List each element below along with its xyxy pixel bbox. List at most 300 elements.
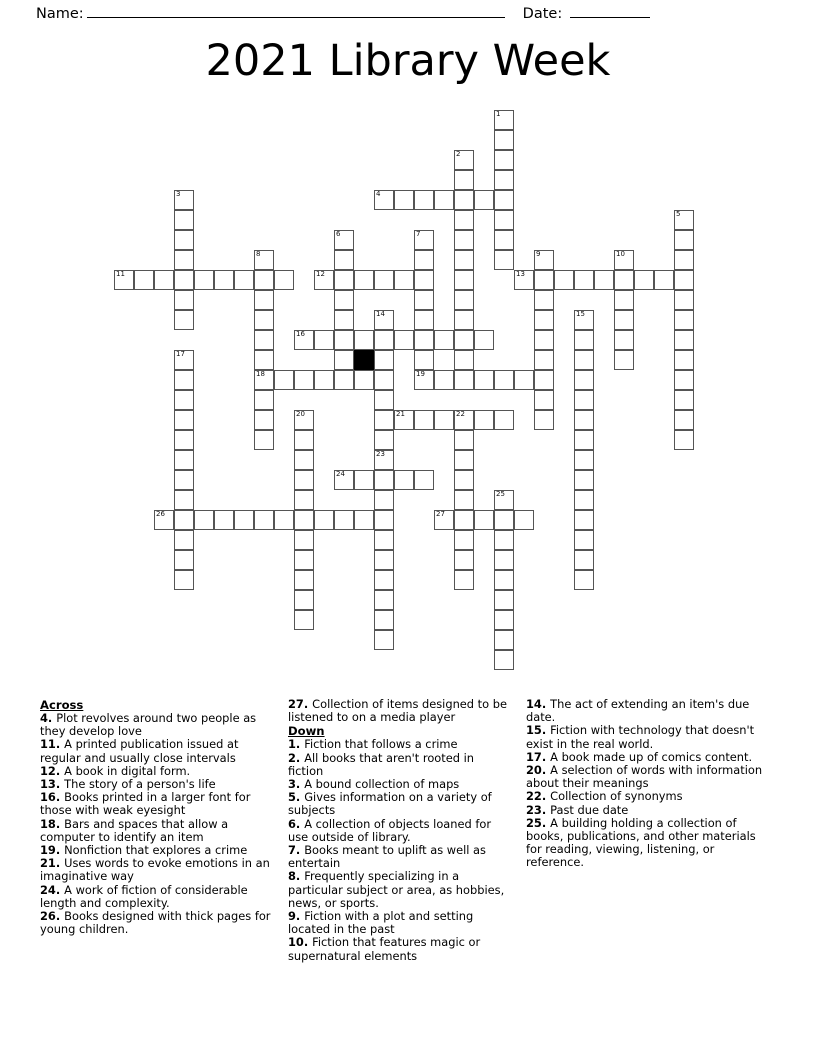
- grid-cell[interactable]: [454, 430, 474, 450]
- grid-cell[interactable]: [174, 210, 194, 230]
- grid-cell[interactable]: [294, 450, 314, 470]
- grid-cell[interactable]: [594, 270, 614, 290]
- grid-cell[interactable]: [454, 550, 474, 570]
- grid-cell[interactable]: [494, 370, 514, 390]
- grid-cell[interactable]: [454, 190, 474, 210]
- grid-cell[interactable]: [574, 410, 594, 430]
- grid-cell[interactable]: [454, 530, 474, 550]
- clue-down-9: [288, 910, 510, 936]
- grid-cell[interactable]: [274, 510, 294, 530]
- grid-cell[interactable]: [474, 410, 494, 430]
- grid-cell[interactable]: [174, 290, 194, 310]
- grid-cell[interactable]: [534, 310, 554, 330]
- grid-cell[interactable]: [454, 170, 474, 190]
- grid-cell[interactable]: [374, 330, 394, 350]
- grid-cell[interactable]: [434, 510, 454, 530]
- clue-across-18: [40, 818, 272, 844]
- grid-cell[interactable]: [494, 590, 514, 610]
- grid-cell[interactable]: [514, 510, 534, 530]
- grid-cell[interactable]: [134, 270, 154, 290]
- grid-cell[interactable]: [454, 490, 474, 510]
- grid-cell[interactable]: [254, 270, 274, 290]
- grid-cell[interactable]: [574, 430, 594, 450]
- grid-cell[interactable]: [274, 270, 294, 290]
- grid-cell[interactable]: [574, 490, 594, 510]
- grid-cell[interactable]: [474, 370, 494, 390]
- grid-cell[interactable]: [534, 410, 554, 430]
- grid-cell[interactable]: [574, 570, 594, 590]
- grid-cell[interactable]: [294, 330, 314, 350]
- clue-text: A collection of objects loaned for use outside of library.: [288, 816, 492, 844]
- grid-cell[interactable]: [574, 330, 594, 350]
- grid-cell[interactable]: [174, 430, 194, 450]
- grid-cell[interactable]: [294, 510, 314, 530]
- grid-cell-number: 3: [176, 190, 181, 198]
- clue-column-3: [526, 698, 764, 963]
- grid-cell-number: 18: [256, 370, 265, 378]
- grid-cell[interactable]: [534, 350, 554, 370]
- grid-cell[interactable]: [314, 270, 334, 290]
- grid-cell[interactable]: [574, 510, 594, 530]
- clue-number: 14.: [526, 697, 551, 711]
- grid-cell[interactable]: [534, 370, 554, 390]
- clue-text: A selection of words with information about their meanings: [526, 763, 763, 791]
- clue-number: 1.: [288, 737, 305, 752]
- clue-text: Books printed in a larger font for those with weak eyesight: [40, 790, 251, 818]
- clue-text: A printed publication issued at regular and usually close intervals: [40, 737, 239, 765]
- grid-cell[interactable]: [494, 410, 514, 430]
- grid-cell[interactable]: [374, 450, 394, 470]
- grid-cell[interactable]: [174, 550, 194, 570]
- grid-cell[interactable]: [374, 470, 394, 490]
- grid-cell[interactable]: [334, 230, 354, 250]
- grid-cell[interactable]: [194, 270, 214, 290]
- grid-cell[interactable]: [334, 370, 354, 390]
- grid-cell[interactable]: [174, 490, 194, 510]
- grid-cell[interactable]: [414, 370, 434, 390]
- clue-across-24: [40, 884, 272, 910]
- grid-cell-number: 9: [536, 250, 541, 258]
- clue-number: 27.: [288, 697, 313, 711]
- grid-cell[interactable]: [434, 370, 454, 390]
- grid-cell[interactable]: [614, 290, 634, 310]
- clue-down-2: [288, 752, 510, 778]
- grid-cell[interactable]: [454, 150, 474, 170]
- grid-cell[interactable]: [534, 390, 554, 410]
- grid-cell[interactable]: [674, 370, 694, 390]
- grid-cell[interactable]: [354, 270, 374, 290]
- grid-cell[interactable]: [614, 330, 634, 350]
- grid-cell-number: 13: [516, 270, 525, 278]
- grid-cell[interactable]: [674, 410, 694, 430]
- clue-number: 8.: [288, 869, 305, 884]
- grid-cell[interactable]: [494, 250, 514, 270]
- page-title: 2021 Library Week: [205, 36, 611, 86]
- grid-cell[interactable]: [474, 190, 494, 210]
- grid-cell[interactable]: [454, 470, 474, 490]
- grid-cell[interactable]: [674, 270, 694, 290]
- grid-cell[interactable]: [494, 230, 514, 250]
- grid-cell[interactable]: [414, 470, 434, 490]
- grid-cell[interactable]: [174, 270, 194, 290]
- grid-cell[interactable]: [374, 510, 394, 530]
- grid-cell[interactable]: [414, 410, 434, 430]
- grid-cell[interactable]: [574, 470, 594, 490]
- grid-cell[interactable]: [234, 510, 254, 530]
- grid-cell[interactable]: [374, 310, 394, 330]
- grid-cell[interactable]: [494, 550, 514, 570]
- clue-column-2: [288, 698, 510, 963]
- grid-cell[interactable]: [394, 410, 414, 430]
- clue-number: 3.: [288, 777, 305, 792]
- grid-cell[interactable]: [174, 570, 194, 590]
- grid-cell[interactable]: [414, 310, 434, 330]
- grid-cell[interactable]: [214, 270, 234, 290]
- grid-cell[interactable]: [354, 470, 374, 490]
- grid-cell[interactable]: [454, 230, 474, 250]
- clue-text: Plot revolves around two people as they develop love: [40, 711, 257, 739]
- clues-across-heading: Across: [40, 698, 84, 712]
- grid-cell[interactable]: [174, 530, 194, 550]
- grid-cell[interactable]: [254, 390, 274, 410]
- grid-cell[interactable]: [174, 230, 194, 250]
- grid-cell[interactable]: [454, 210, 474, 230]
- clue-text: Bars and spaces that allow a computer to identify an item: [40, 816, 229, 844]
- grid-cell[interactable]: [614, 270, 634, 290]
- grid-cell[interactable]: [394, 470, 414, 490]
- clue-number: 21.: [40, 856, 65, 871]
- clue-number: 10.: [288, 935, 313, 950]
- clue-text: Gives information on a variety of subjects: [288, 790, 492, 818]
- grid-cell[interactable]: [254, 370, 274, 390]
- grid-cell[interactable]: [494, 530, 514, 550]
- grid-cell[interactable]: [674, 210, 694, 230]
- grid-cell[interactable]: [294, 490, 314, 510]
- grid-cell[interactable]: [374, 390, 394, 410]
- grid-cell[interactable]: [174, 310, 194, 330]
- grid-cell[interactable]: [334, 290, 354, 310]
- grid-cell-number: 2: [456, 150, 461, 158]
- grid-cell[interactable]: [374, 550, 394, 570]
- clue-number: 4.: [40, 711, 57, 725]
- grid-cell-number: 8: [256, 250, 261, 258]
- grid-cell-number: 1: [496, 110, 501, 118]
- grid-cell[interactable]: [334, 510, 354, 530]
- grid-cell[interactable]: [454, 290, 474, 310]
- grid-cell-number: 15: [576, 310, 585, 318]
- grid-cell[interactable]: [414, 270, 434, 290]
- grid-cell[interactable]: [374, 590, 394, 610]
- grid-cell[interactable]: [494, 630, 514, 650]
- grid-cell[interactable]: [174, 250, 194, 270]
- grid-cell[interactable]: [374, 630, 394, 650]
- grid-cell-number: 10: [616, 250, 625, 258]
- clue-across-26: [40, 910, 272, 936]
- date-label: Date:: [522, 6, 563, 22]
- grid-cell[interactable]: [574, 350, 594, 370]
- grid-cell[interactable]: [114, 270, 134, 290]
- grid-cell[interactable]: [414, 350, 434, 370]
- grid-cell[interactable]: [674, 330, 694, 350]
- grid-cell[interactable]: [454, 410, 474, 430]
- grid-cell[interactable]: [494, 650, 514, 670]
- clue-number: 20.: [526, 763, 551, 778]
- grid-cell-number: 21: [396, 410, 405, 418]
- grid-cell[interactable]: [254, 290, 274, 310]
- clue-text: Books meant to uplift as well as entertain: [288, 843, 486, 871]
- clues-down-heading: Down: [288, 724, 325, 739]
- clue-text: Fiction that features magic or supernatural elements: [288, 935, 481, 963]
- grid-cell[interactable]: [334, 470, 354, 490]
- grid-cell[interactable]: [294, 610, 314, 630]
- clue-column-1: [40, 698, 272, 963]
- grid-cell[interactable]: [274, 370, 294, 390]
- grid-cell[interactable]: [574, 550, 594, 570]
- grid-cell[interactable]: [254, 250, 274, 270]
- grid-cell[interactable]: [574, 270, 594, 290]
- grid-cell[interactable]: [674, 250, 694, 270]
- grid-cell[interactable]: [534, 290, 554, 310]
- clue-number: 13.: [40, 777, 65, 792]
- grid-cell[interactable]: [154, 270, 174, 290]
- clue-down-15: [526, 724, 764, 750]
- grid-cell-number: 27: [436, 510, 445, 518]
- grid-cell[interactable]: [674, 290, 694, 310]
- grid-cell[interactable]: [514, 370, 534, 390]
- grid-cell[interactable]: [474, 510, 494, 530]
- grid-cell[interactable]: [374, 610, 394, 630]
- grid-cell[interactable]: [334, 250, 354, 270]
- grid-cell[interactable]: [174, 510, 194, 530]
- grid-cell[interactable]: [374, 430, 394, 450]
- grid-cell[interactable]: [654, 270, 674, 290]
- grid-cell[interactable]: [174, 410, 194, 430]
- grid-cell[interactable]: [554, 270, 574, 290]
- grid-cell[interactable]: [334, 270, 354, 290]
- grid-cell[interactable]: [354, 330, 374, 350]
- grid-cell[interactable]: [414, 290, 434, 310]
- grid-cell[interactable]: [394, 190, 414, 210]
- grid-cell[interactable]: [294, 370, 314, 390]
- grid-cell[interactable]: [534, 250, 554, 270]
- grid-cell[interactable]: [474, 330, 494, 350]
- grid-cell[interactable]: [254, 310, 274, 330]
- grid-cell[interactable]: [454, 350, 474, 370]
- grid-cell-number: 22: [456, 410, 465, 418]
- grid-cell[interactable]: [454, 510, 474, 530]
- grid-cell-number: 23: [376, 450, 385, 458]
- grid-cell[interactable]: [674, 310, 694, 330]
- grid-cell[interactable]: [494, 490, 514, 510]
- grid-cell[interactable]: [494, 610, 514, 630]
- grid-cell[interactable]: [414, 190, 434, 210]
- grid-cell[interactable]: [254, 510, 274, 530]
- clue-text: Fiction with a plot and setting located in the past: [288, 909, 474, 937]
- grid-cell[interactable]: [354, 510, 374, 530]
- clue-text: Fiction with technology that doesn't exist in the real world.: [526, 723, 755, 751]
- grid-cell[interactable]: [154, 510, 174, 530]
- grid-cell[interactable]: [294, 470, 314, 490]
- grid-cell[interactable]: [234, 270, 254, 290]
- grid-cell-number: 26: [156, 510, 165, 518]
- clue-number: 26.: [40, 909, 65, 924]
- grid-cell[interactable]: [574, 370, 594, 390]
- clue-down-6: [288, 818, 510, 844]
- grid-cell[interactable]: [214, 510, 234, 530]
- clue-text: Collection of synonyms: [550, 789, 683, 804]
- grid-cell[interactable]: [574, 450, 594, 470]
- grid-cell[interactable]: [374, 530, 394, 550]
- grid-cell[interactable]: [574, 310, 594, 330]
- grid-cell[interactable]: [294, 530, 314, 550]
- grid-cell[interactable]: [254, 350, 274, 370]
- clue-across-16: [40, 791, 272, 817]
- grid-cell-number: 7: [416, 230, 421, 238]
- grid-cell-number: 24: [336, 470, 345, 478]
- grid-cell[interactable]: [334, 330, 354, 350]
- grid-cell[interactable]: [434, 330, 454, 350]
- grid-cell[interactable]: [334, 350, 354, 370]
- grid-cell[interactable]: [674, 430, 694, 450]
- clue-text: The act of extending an item's due date.: [526, 697, 750, 725]
- grid-cell-number: 12: [316, 270, 325, 278]
- clue-text: A bound collection of maps: [304, 777, 460, 792]
- grid-cell[interactable]: [334, 310, 354, 330]
- clue-number: 11.: [40, 737, 65, 752]
- grid-cell-number: 5: [676, 210, 681, 218]
- clue-down-10: [288, 936, 510, 962]
- grid-cell[interactable]: [174, 370, 194, 390]
- grid-cell[interactable]: [294, 590, 314, 610]
- clue-number: 19.: [40, 843, 65, 858]
- grid-cell[interactable]: [494, 210, 514, 230]
- grid-cell-number: 17: [176, 350, 185, 358]
- clue-down-20: [526, 764, 764, 790]
- grid-cell[interactable]: [454, 250, 474, 270]
- grid-cell[interactable]: [374, 490, 394, 510]
- grid-cell[interactable]: [494, 190, 514, 210]
- grid-cell[interactable]: [254, 430, 274, 450]
- grid-cell[interactable]: [614, 250, 634, 270]
- grid-cell[interactable]: [414, 250, 434, 270]
- grid-cell[interactable]: [674, 230, 694, 250]
- grid-cell[interactable]: [454, 570, 474, 590]
- clue-number: 16.: [40, 790, 65, 805]
- clue-number: 22.: [526, 789, 551, 804]
- grid-cell[interactable]: [174, 450, 194, 470]
- grid-cell[interactable]: [174, 470, 194, 490]
- clue-number: 5.: [288, 790, 305, 805]
- grid-cell[interactable]: [514, 270, 534, 290]
- grid-cell[interactable]: [434, 410, 454, 430]
- clue-text: Books designed with thick pages for young children.: [40, 909, 271, 937]
- clue-number: 24.: [40, 882, 65, 897]
- grid-cell[interactable]: [454, 310, 474, 330]
- grid-cell[interactable]: [254, 410, 274, 430]
- grid-cell[interactable]: [494, 130, 514, 150]
- grid-cell[interactable]: [174, 390, 194, 410]
- grid-cell[interactable]: [634, 270, 654, 290]
- clue-text: Past due date: [550, 802, 629, 817]
- grid-cell-number: 25: [496, 490, 505, 498]
- grid-cell[interactable]: [174, 350, 194, 370]
- clue-number: 15.: [526, 723, 551, 738]
- clue-number: 17.: [526, 749, 551, 764]
- grid-cell[interactable]: [454, 450, 474, 470]
- clue-down-25: [526, 817, 764, 870]
- clue-text: The story of a person's life: [64, 777, 216, 792]
- grid-cell[interactable]: [374, 270, 394, 290]
- clue-number: 6.: [288, 816, 305, 831]
- clue-text: Fiction that follows a crime: [304, 737, 458, 752]
- grid-cell[interactable]: [174, 190, 194, 210]
- grid-cell[interactable]: [534, 330, 554, 350]
- grid-cell[interactable]: [294, 410, 314, 430]
- clue-number: 7.: [288, 843, 305, 858]
- grid-cell[interactable]: [494, 110, 514, 130]
- grid-cell[interactable]: [314, 510, 334, 530]
- grid-cell[interactable]: [414, 330, 434, 350]
- grid-cell[interactable]: [374, 570, 394, 590]
- name-label: Name:: [36, 6, 84, 22]
- clue-number: 18.: [40, 816, 65, 831]
- grid-cell-number: 14: [376, 310, 385, 318]
- clue-across-4: [40, 712, 272, 738]
- grid-cell[interactable]: [674, 350, 694, 370]
- grid-cell[interactable]: [574, 530, 594, 550]
- grid-cell[interactable]: [194, 510, 214, 530]
- grid-cell[interactable]: [494, 510, 514, 530]
- clue-text: Uses words to evoke emotions in an imaginative way: [40, 856, 270, 884]
- clue-across-21: [40, 857, 272, 883]
- grid-cell[interactable]: [494, 150, 514, 170]
- grid-cell[interactable]: [294, 430, 314, 450]
- clue-down-8: [288, 870, 510, 910]
- grid-cell[interactable]: [254, 330, 274, 350]
- grid-cell[interactable]: [374, 190, 394, 210]
- grid-cell[interactable]: [614, 310, 634, 330]
- clue-down-5: [288, 791, 510, 817]
- grid-cell[interactable]: [494, 170, 514, 190]
- clue-text: A book made up of comics content.: [550, 749, 753, 764]
- grid-cell[interactable]: [294, 550, 314, 570]
- grid-cell[interactable]: [454, 330, 474, 350]
- grid-cell[interactable]: [394, 330, 414, 350]
- clue-down-7: [288, 844, 510, 870]
- grid-cell[interactable]: [454, 370, 474, 390]
- grid-cell[interactable]: [614, 350, 634, 370]
- grid-cell[interactable]: [374, 350, 394, 370]
- grid-cell[interactable]: [314, 330, 334, 350]
- grid-cell[interactable]: [434, 190, 454, 210]
- clue-text: Frequently specializing in a particular subject or area, as hobbies, news, or sports.: [288, 869, 505, 910]
- grid-cell[interactable]: [374, 370, 394, 390]
- clue-list: [0, 698, 816, 963]
- grid-cell[interactable]: [454, 270, 474, 290]
- grid-cell[interactable]: [494, 570, 514, 590]
- grid-cell[interactable]: [674, 390, 694, 410]
- grid-cell[interactable]: [574, 390, 594, 410]
- grid-cell[interactable]: [534, 270, 554, 290]
- grid-cell[interactable]: [394, 270, 414, 290]
- grid-cell[interactable]: [314, 370, 334, 390]
- clue-text: A building holding a collection of books, publications, and other materials for reading, viewing, listening, or reference.: [526, 815, 756, 870]
- clue-across-11: [40, 738, 272, 764]
- grid-cell[interactable]: [354, 370, 374, 390]
- grid-cell[interactable]: [374, 410, 394, 430]
- grid-cell[interactable]: [294, 570, 314, 590]
- grid-cell[interactable]: [414, 230, 434, 250]
